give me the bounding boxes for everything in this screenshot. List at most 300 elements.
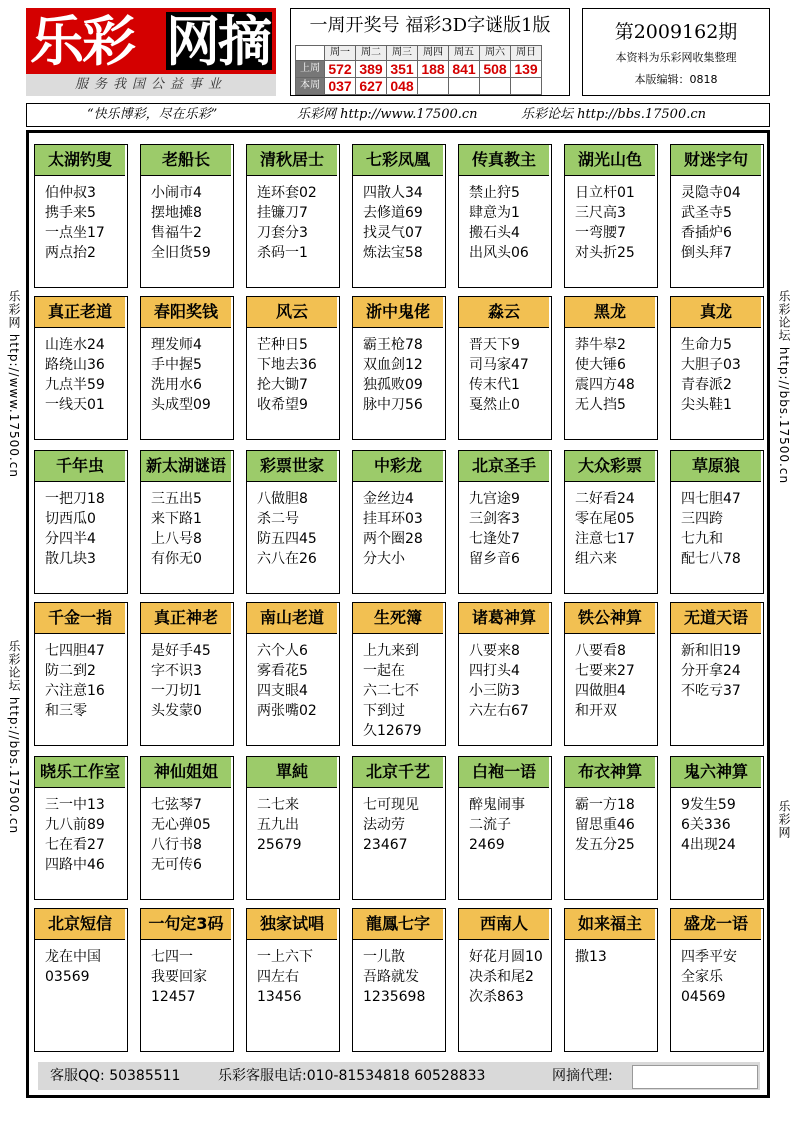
draw-number [449, 78, 480, 95]
draw-number [418, 78, 449, 95]
tip-line: 手中握5 [151, 357, 202, 373]
tip-line: 独孤败09 [363, 377, 423, 393]
tipster-name: 七彩凤凰 [353, 145, 443, 176]
tip-line: 七九和 [681, 531, 723, 547]
tip-line: 2469 [469, 837, 505, 853]
tip-lines [575, 947, 607, 967]
side-text-right-top: 乐彩论坛 http://bbs.17500.cn [777, 290, 791, 485]
tip-line: 禁止狩5 [469, 185, 520, 201]
tip-line: 9发生59 [681, 797, 736, 813]
tip-line: 分四半4 [45, 531, 96, 547]
tip-line: 路绕山36 [45, 357, 105, 373]
tip-lines [363, 489, 423, 569]
draw-number: 508 [480, 61, 511, 78]
tip-line: 头发蒙0 [151, 703, 202, 719]
tip-line: 两点抬2 [45, 245, 96, 261]
tip-lines [575, 641, 635, 721]
tip-cell [140, 450, 234, 594]
tip-lines [257, 947, 313, 1007]
tipster-name: 神仙姐姐 [141, 757, 231, 788]
tip-line: 上八号8 [151, 531, 202, 547]
tipster-name: 一句定3码 [141, 909, 231, 940]
side-text-left-top: 乐彩网 http://www.17500.cn [7, 290, 21, 478]
tip-line: 撒13 [575, 949, 607, 965]
tip-line: 大胆子03 [681, 357, 741, 373]
tipster-name: 清秋居士 [247, 145, 337, 176]
tip-line: 好花月圆10 [469, 949, 543, 965]
tip-line: 生命力5 [681, 337, 732, 353]
tipster-name: 南山老道 [247, 603, 337, 634]
tip-line: 刀套分3 [257, 225, 308, 241]
tip-line: 七可现见 [363, 797, 419, 813]
draw-number: 389 [356, 61, 387, 78]
tip-line: 挂镰刀7 [257, 205, 308, 221]
tip-cell [564, 756, 658, 900]
tip-line: 搬石头4 [469, 225, 520, 241]
tip-cell [564, 296, 658, 440]
tip-cell [670, 450, 764, 594]
tip-cell [564, 908, 658, 1052]
tip-line: 法动劳 [363, 817, 405, 833]
tipster-name: 浙中鬼佬 [353, 297, 443, 328]
tipster-name: 鬼六神算 [671, 757, 761, 788]
tip-lines [681, 795, 736, 855]
tip-line: 三剑客3 [469, 511, 520, 527]
tip-cell [352, 450, 446, 594]
tip-cell [34, 144, 128, 288]
tip-line: 新和旧19 [681, 643, 741, 659]
tip-line: 四做胆4 [575, 683, 626, 699]
tipster-name: 风云 [247, 297, 337, 328]
tip-line: 九点半59 [45, 377, 105, 393]
tip-lines [363, 183, 423, 263]
tip-line: 二七来 [257, 797, 299, 813]
tip-line: 八行书8 [151, 837, 202, 853]
tip-line: 一线天01 [45, 397, 105, 413]
tipster-name: 北京千艺 [353, 757, 443, 788]
tip-lines [575, 183, 635, 263]
tip-line: 震四方48 [575, 377, 635, 393]
tip-line: 售福牛2 [151, 225, 202, 241]
tip-line: 一点坐17 [45, 225, 105, 241]
tip-lines [681, 947, 737, 1007]
tip-line: 23467 [363, 837, 408, 853]
tip-cell [458, 144, 552, 288]
tip-line: 九宫途9 [469, 491, 520, 507]
tip-line: 挂耳环03 [363, 511, 423, 527]
tip-line: 肆意为1 [469, 205, 520, 221]
tip-line: 六个人6 [257, 643, 308, 659]
tip-cell [246, 908, 340, 1052]
tip-cell [140, 602, 234, 746]
tip-line: 六二七不 [363, 683, 419, 699]
tip-cell [140, 296, 234, 440]
tip-line: 八要看8 [575, 643, 626, 659]
tip-cell [458, 908, 552, 1052]
service-phone: 乐彩客服电话:010-81534818 60528833 [218, 1068, 486, 1084]
tip-line: 六左右67 [469, 703, 529, 719]
tip-line: 出风头06 [469, 245, 529, 261]
issue-box [582, 8, 770, 96]
tip-line: 雾看花5 [257, 663, 308, 679]
tip-line: 和开双 [575, 703, 617, 719]
tip-lines [681, 183, 741, 263]
tip-cell [140, 144, 234, 288]
tip-line: 久12679 [363, 723, 422, 739]
tip-cell [458, 602, 552, 746]
tip-line: 防二到2 [45, 663, 96, 679]
tip-lines [363, 947, 425, 1007]
tip-line: 一起在 [363, 663, 405, 679]
tip-line: 抡大锄7 [257, 377, 308, 393]
tip-line: 四打头4 [469, 663, 520, 679]
tipster-name: 太湖钓叟 [35, 145, 125, 176]
tip-line: 炼法宝58 [363, 245, 423, 261]
tip-cell [246, 602, 340, 746]
tip-line: 13456 [257, 989, 302, 1005]
tip-line: 青春派2 [681, 377, 732, 393]
tip-line: 25679 [257, 837, 302, 853]
tip-lines [681, 335, 741, 415]
site-link[interactable]: 乐彩网 http://www.17500.cn [297, 107, 478, 122]
tip-line: 三四跨 [681, 511, 723, 527]
tip-line: 杀码一1 [257, 245, 308, 261]
side-text-left-bottom: 乐彩论坛 http://bbs.17500.cn [7, 640, 21, 835]
tip-lines [151, 335, 211, 415]
tipster-name: 大众彩票 [565, 451, 655, 482]
day-header: 周三 [387, 46, 418, 61]
tip-line: 脉中刀56 [363, 397, 423, 413]
tip-line: 次杀863 [469, 989, 524, 1005]
tip-lines [45, 947, 101, 987]
tip-line: 七四胆47 [45, 643, 105, 659]
day-header: 周一 [325, 46, 356, 61]
tip-lines [363, 795, 419, 855]
tip-line: 03569 [45, 969, 90, 985]
last-week-label: 上周 [296, 61, 325, 78]
tipster-name: 传真教主 [459, 145, 549, 176]
tipster-name: 湖光山色 [565, 145, 655, 176]
tipster-name: 无道天语 [671, 603, 761, 634]
tip-lines [469, 641, 529, 721]
issue-number: 第2009162期 [614, 21, 738, 43]
forum-link[interactable]: 乐彩论坛 http://bbs.17500.cn [521, 107, 707, 122]
tip-line: 伯仲叔3 [45, 185, 96, 201]
motto: “快乐博彩，尽在乐彩” [87, 107, 218, 122]
tip-cell [564, 450, 658, 594]
tip-line: 零在尾05 [575, 511, 635, 527]
tip-cell [352, 602, 446, 746]
tipster-name: 千金一指 [35, 603, 125, 634]
tip-lines [151, 489, 202, 569]
logo-part1: 乐彩 [30, 9, 134, 73]
tip-line: 6关336 [681, 817, 731, 833]
tip-line: 无心弹05 [151, 817, 211, 833]
tip-cell [34, 602, 128, 746]
side-text-right-bottom: 乐彩网 [777, 800, 791, 839]
tip-lines [45, 183, 105, 263]
tipster-name: 單純 [247, 757, 337, 788]
tip-line: 六八在26 [257, 551, 317, 567]
tip-line: 四左右 [257, 969, 299, 985]
tip-line: 灵隐寺04 [681, 185, 741, 201]
tip-line: 一上六下 [257, 949, 313, 965]
tipster-name: 生死簿 [353, 603, 443, 634]
tip-line: 龙在中国 [45, 949, 101, 965]
tipster-name: 北京圣手 [459, 451, 549, 482]
draw-number: 139 [511, 61, 542, 78]
tip-line: 小三防3 [469, 683, 520, 699]
tip-line: 我要回家 [151, 969, 207, 985]
banner [26, 103, 770, 127]
tipster-name: 千年虫 [35, 451, 125, 482]
draw-number: 572 [325, 61, 356, 78]
tip-cell [246, 144, 340, 288]
slogan: 服务我国公益事业 [26, 74, 276, 96]
tip-line: 一把刀18 [45, 491, 105, 507]
tip-line: 分大小 [363, 551, 405, 567]
tip-line: 双血剑12 [363, 357, 423, 373]
day-header: 周二 [356, 46, 387, 61]
tip-line: 连环套02 [257, 185, 317, 201]
tip-line: 四七胆47 [681, 491, 741, 507]
tip-line: 头成型09 [151, 397, 211, 413]
tip-line: 小闹市4 [151, 185, 202, 201]
tip-line: 四散人34 [363, 185, 423, 201]
tipster-name: 诸葛神算 [459, 603, 549, 634]
tip-line: 去修道69 [363, 205, 423, 221]
tipster-name: 布衣神算 [565, 757, 655, 788]
tip-line: 五九出 [257, 817, 299, 833]
tip-line: 二流子 [469, 817, 511, 833]
tip-lines [469, 335, 529, 415]
tip-lines [45, 795, 105, 875]
tip-line: 八做胆8 [257, 491, 308, 507]
tip-line: 1235698 [363, 989, 426, 1005]
tip-line: 晋天下9 [469, 337, 520, 353]
tip-line: 霸王枪78 [363, 337, 423, 353]
tip-line: 和三零 [45, 703, 87, 719]
logo-part2: 网摘 [166, 9, 270, 73]
draw-number: 841 [449, 61, 480, 78]
day-header: 周四 [418, 46, 449, 61]
day-header: 周五 [449, 46, 480, 61]
tipster-name: 盛龙一语 [671, 909, 761, 940]
service-qq: 客服QQ: 50385511 [50, 1068, 181, 1084]
tip-line: 携手来5 [45, 205, 96, 221]
tip-line: 决杀和尾2 [469, 969, 534, 985]
tip-cell [564, 144, 658, 288]
tip-lines [45, 641, 105, 721]
tip-line: 发五分25 [575, 837, 635, 853]
tip-lines [257, 183, 317, 263]
day-header: 周六 [480, 46, 511, 61]
tip-line: 香插炉6 [681, 225, 732, 241]
tip-line: 不吃亏37 [681, 683, 741, 699]
editor-note: 本版编辑：0818 [634, 73, 718, 86]
tip-line: 使大锤6 [575, 357, 626, 373]
tip-line: 两张嘴02 [257, 703, 317, 719]
tipster-name: 晓乐工作室 [35, 757, 125, 788]
tip-line: 日立杆01 [575, 185, 635, 201]
tip-line: 注意七17 [575, 531, 635, 547]
tip-lines [575, 795, 635, 855]
tip-line: 对头折25 [575, 245, 635, 261]
tip-line: 三五出5 [151, 491, 202, 507]
tip-lines [363, 641, 422, 741]
tip-line: 防五四45 [257, 531, 317, 547]
draw-number [511, 78, 542, 95]
tip-lines [681, 489, 741, 569]
tipster-name: 中彩龙 [353, 451, 443, 482]
agent-field[interactable] [632, 1065, 758, 1089]
tipster-name: 龍鳳七字 [353, 909, 443, 940]
tip-lines [151, 641, 211, 721]
tip-line: 莽牛皋2 [575, 337, 626, 353]
tip-line: 摆地摊8 [151, 205, 202, 221]
tip-line: 来下路1 [151, 511, 202, 527]
tip-cell [34, 908, 128, 1052]
draw-results-box [290, 8, 570, 96]
tip-cell [564, 602, 658, 746]
tip-line: 七四一 [151, 949, 193, 965]
tip-line: 戛然止0 [469, 397, 520, 413]
tip-cell [352, 144, 446, 288]
draw-number [480, 78, 511, 95]
tip-line: 有你无0 [151, 551, 202, 567]
tip-line: 一儿散 [363, 949, 405, 965]
tipster-name: 北京短信 [35, 909, 125, 940]
tip-cell [246, 450, 340, 594]
tip-line: 吾路就发 [363, 969, 419, 985]
tipster-name: 独家试唱 [247, 909, 337, 940]
tip-line: 倒头拜7 [681, 245, 732, 261]
tipster-name: 春阳奖钱 [141, 297, 231, 328]
tip-line: 六注意16 [45, 683, 105, 699]
tip-lines [363, 335, 423, 415]
tip-lines [469, 795, 525, 855]
tipster-name: 白袍一语 [459, 757, 549, 788]
tip-lines [469, 947, 543, 1007]
tip-line: 四路中46 [45, 857, 105, 873]
tip-lines [257, 795, 302, 855]
tip-line: 醉鬼闹事 [469, 797, 525, 813]
tip-cell [670, 296, 764, 440]
agent-label: 网摘代理: [552, 1068, 613, 1084]
tip-line: 七要来27 [575, 663, 635, 679]
tip-line: 二好看24 [575, 491, 635, 507]
tip-line: 一弯腰7 [575, 225, 626, 241]
tip-line: 四季平安 [681, 949, 737, 965]
tip-cell [670, 908, 764, 1052]
tip-cell [458, 450, 552, 594]
tip-lines [575, 489, 635, 569]
tip-line: 理发师4 [151, 337, 202, 353]
tip-cell [140, 756, 234, 900]
tipster-name: 淼云 [459, 297, 549, 328]
draw-number: 351 [387, 61, 418, 78]
tip-line: 金丝边4 [363, 491, 414, 507]
tip-line: 4出现24 [681, 837, 736, 853]
tip-line: 找灵气07 [363, 225, 423, 241]
tipster-name: 铁公神算 [565, 603, 655, 634]
tipster-name: 真正老道 [35, 297, 125, 328]
tip-lines [151, 795, 211, 875]
tip-line: 杀二号 [257, 511, 299, 527]
tipster-name: 真龙 [671, 297, 761, 328]
tipster-name: 彩票世家 [247, 451, 337, 482]
tip-line: 七在看27 [45, 837, 105, 853]
tip-lines [257, 641, 317, 721]
tip-lines [469, 183, 529, 263]
tip-lines [45, 335, 105, 415]
tip-line: 全旧货59 [151, 245, 211, 261]
tip-line: 是好手45 [151, 643, 211, 659]
tip-cell [352, 908, 446, 1052]
draw-number: 048 [387, 78, 418, 95]
tipster-name: 老船长 [141, 145, 231, 176]
tip-cell [246, 296, 340, 440]
draw-table [295, 45, 542, 95]
tip-cell [34, 296, 128, 440]
tip-line: 三一中13 [45, 797, 105, 813]
tip-cell [670, 756, 764, 900]
tip-cell [34, 450, 128, 594]
tip-cell [458, 296, 552, 440]
tip-line: 散几块3 [45, 551, 96, 567]
draw-number: 627 [356, 78, 387, 95]
tip-line: 九八前89 [45, 817, 105, 833]
tip-line: 上九来到 [363, 643, 419, 659]
tip-line: 切西瓜0 [45, 511, 96, 527]
tip-line: 四支眼4 [257, 683, 308, 699]
tip-lines [257, 489, 317, 569]
tip-line: 字不识3 [151, 663, 202, 679]
tip-line: 无人挡5 [575, 397, 626, 413]
tip-line: 留乡音6 [469, 551, 520, 567]
tipster-name: 财迷字句 [671, 145, 761, 176]
tip-lines [257, 335, 317, 415]
source-note: 本资料为乐彩网收集整理 [615, 51, 737, 64]
draw-number: 037 [325, 78, 356, 95]
tipster-name: 黑龙 [565, 297, 655, 328]
tip-line: 传末代1 [469, 377, 520, 393]
draw-number: 188 [418, 61, 449, 78]
tip-lines [151, 947, 207, 1007]
tip-cell [458, 756, 552, 900]
tipster-name: 西南人 [459, 909, 549, 940]
tip-line: 04569 [681, 989, 726, 1005]
tip-lines [151, 183, 211, 263]
tip-line: 八要来8 [469, 643, 520, 659]
tip-line: 洗用水6 [151, 377, 202, 393]
tip-cell [140, 908, 234, 1052]
tip-line: 七逢处7 [469, 531, 520, 547]
tip-cell [246, 756, 340, 900]
tip-lines [681, 641, 741, 701]
tip-cell [34, 756, 128, 900]
draw-title: 一周开奖号 福彩3D字谜版1版 [309, 15, 551, 36]
tip-line: 尖头鞋1 [681, 397, 732, 413]
footer [38, 1062, 760, 1090]
tip-line: 两个圈28 [363, 531, 423, 547]
tip-lines [45, 489, 105, 569]
tip-cell [670, 144, 764, 288]
tip-line: 一刀切1 [151, 683, 202, 699]
tip-lines [469, 489, 520, 569]
tip-cell [670, 602, 764, 746]
tipster-name: 真正神老 [141, 603, 231, 634]
